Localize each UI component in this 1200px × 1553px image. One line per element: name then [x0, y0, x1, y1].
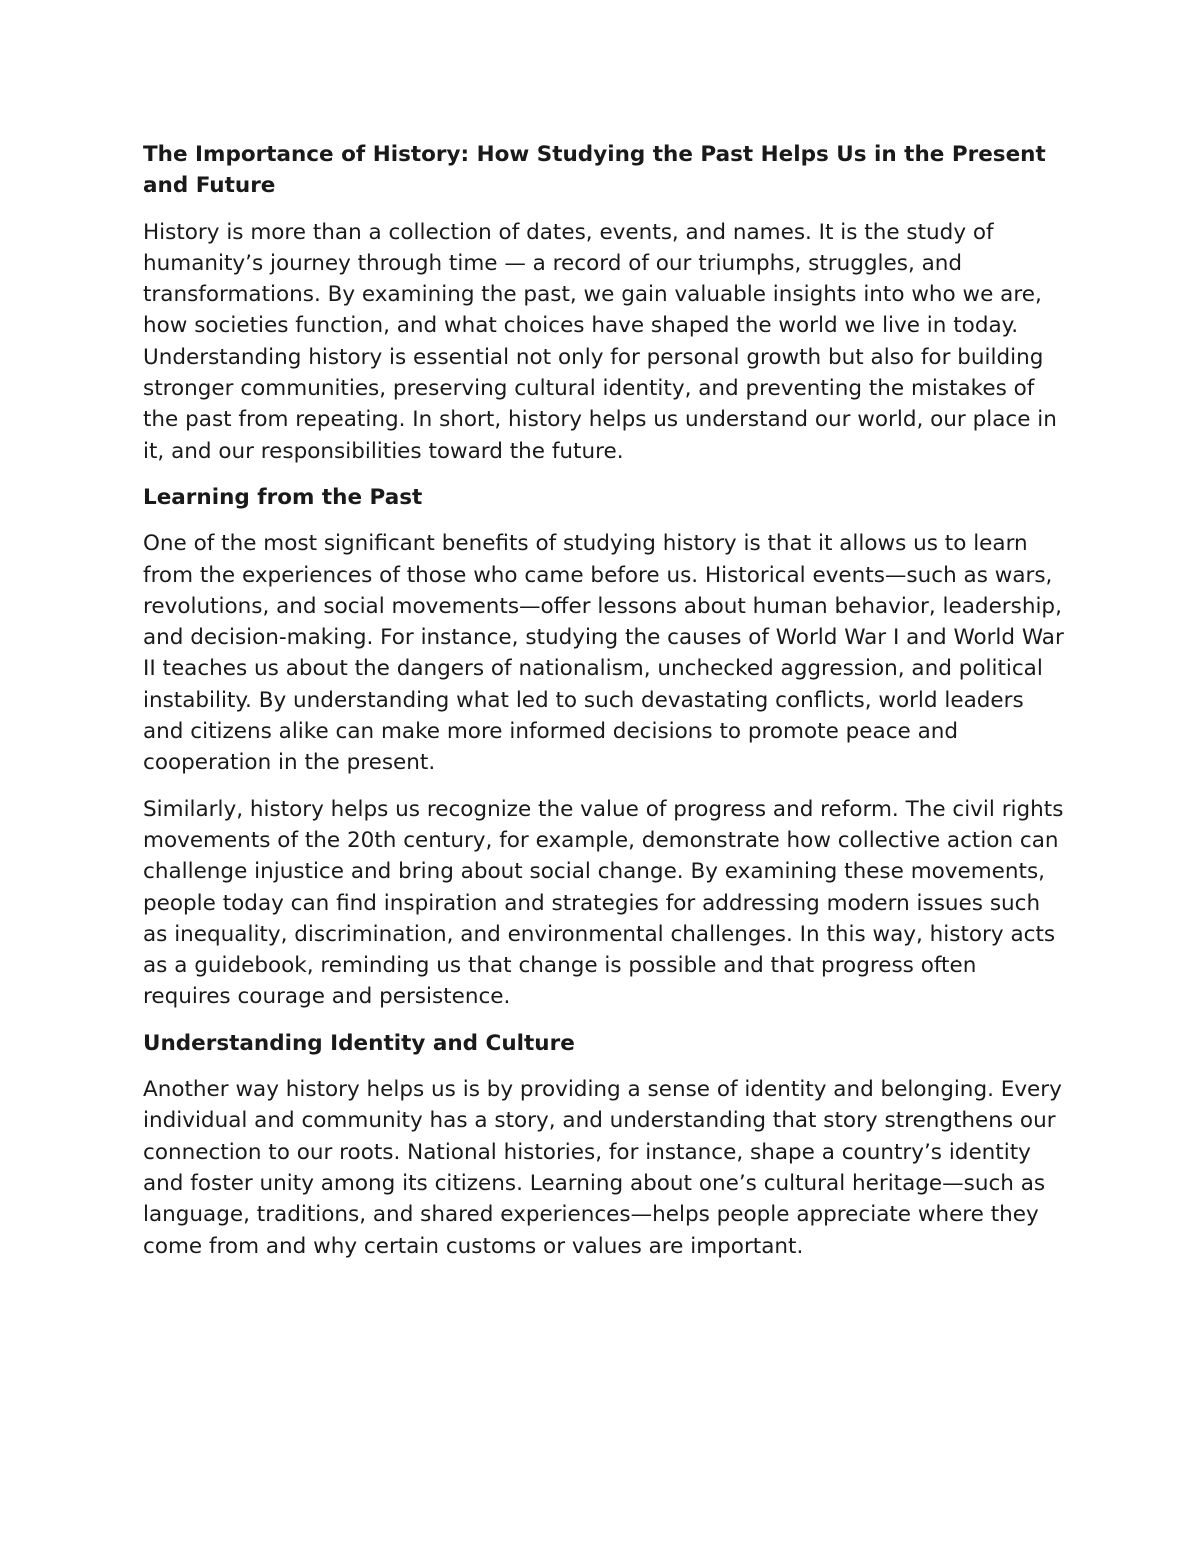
section-heading-learning-from-the-past: Learning from the Past — [143, 484, 423, 510]
section-paragraph: Another way history helps us is by providing a sense of identity and belonging. Every individual and community has a story, and understanding that story strengthens our connection to our roots. National histories, for instance, shape a country’s identity and foster unity among its citizens. Learning about one’s cultural heritage—such as language, traditions, and shared experiences—helps people appreciate where they come from and why certain customs or values are important. — [143, 1077, 1062, 1259]
intro-paragraph: History is more than a collection of dates, events, and names. It is the study of humanity’s journey through time — a record of our triumphs, struggles, and transformations. By examining the past, we gain valuable insights into who we are, how societies function, and what choices have shaped the world we live in today. Understanding history is essential not only for personal growth but also for building stronger communities, preserving cultural identity, and preventing the mistakes of the past from repeating. In short, history helps us understand our world, our place in it, and our responsibilities toward the future. — [143, 219, 1057, 464]
section-heading-identity-and-culture: Understanding Identity and Culture — [143, 1030, 575, 1056]
section-paragraph: One of the most significant benefits of studying history is that it allows us to learn from the experiences of those who came before us. Historical events—such as wars, revolutions, and social movements—offer lessons about human behavior, leadership, and decision-making. For instance, studying the causes of World War I and World War II teaches us about the dangers of nationalism, unchecked aggression, and political instability. By understanding what led to such devastating conflicts, world leaders and citizens alike can make more informed decisions to promote peace and cooperation in the present. — [143, 531, 1064, 776]
section-paragraph: Similarly, history helps us recognize the value of progress and reform. The civil rights movements of the 20th century, for example, demonstrate how collective action can challenge injustice and bring about social change. By examining these movements, people today can find inspiration and strategies for addressing modern issues such as inequality, discrimination, and environmental challenges. In this way, history acts as a guidebook, reminding us that change is possible and that progress often requires courage and persistence. — [143, 796, 1064, 1010]
document-title: The Importance of History: How Studying the Past Helps Us in the Present and Future — [143, 142, 1046, 199]
document-body — [143, 139, 1068, 1277]
